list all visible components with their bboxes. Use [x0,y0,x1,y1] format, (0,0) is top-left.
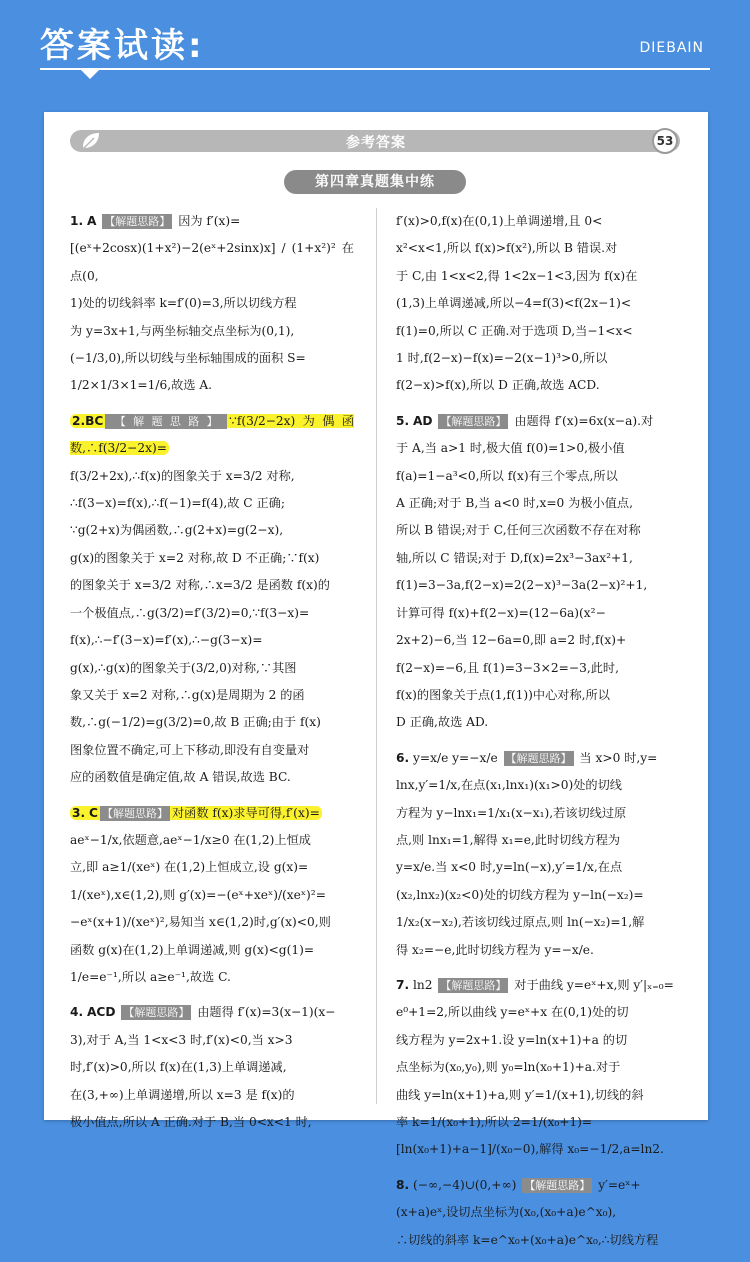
answer-line: 率 k=1/(x₀+1),所以 2=1/(x₀+1)= [396,1115,593,1129]
answer-line: 时,f′(x)>0,所以 f(x)在(1,3)上单调递减, [70,1060,287,1075]
answer-line: (x₂,lnx₂)(x₂<0)处的切线方程为 y−ln(−x₂)= [396,887,644,902]
brand-label: DIEBAIN [639,40,704,56]
answer-line: 所以 B 错误;对于 C,任何三次函数不存在对称 [396,523,641,538]
solution-tag: 【解题思路】 [104,215,171,228]
answer-line: [(eˣ+2cosx)(1+x²)−2(eˣ+2sinx)x] / (1+x²)² 在点(0, [70,241,354,283]
answer-line: 立,即 a≥1/(xeˣ) 在(1,2)上恒成立,设 g(x)= [70,860,309,875]
answer-number: 7. [396,977,410,992]
answer-text: 当 x>0 时,y= [579,750,658,765]
highlighted-text [70,806,322,820]
answer-line: f(x),∴−f′(3−x)=f′(x),∴−g(3−x)= [70,633,263,648]
answer-text: 由题得 f′(x)=3(x−1)(x− [197,1005,336,1020]
answer-line [396,1172,680,1199]
answer-text: 由题得 f′(x)=6x(x−a).对 [514,413,654,428]
solution-tag: 【解题思路】 [524,1178,591,1192]
answer-line: f(1)=3−3a,f(2−x)=2(2−x)³−3a(2−x)²+1, [396,578,648,593]
answer-item-1 [70,208,354,400]
answer-line: 图象位置不确定,可上下移动,即没有自变量对 [70,742,310,757]
column-divider [376,208,377,1104]
banner-pointer [80,69,100,79]
answer-line: g(x),∴g(x)的图象关于(3/2,0)对称,∵其图 [70,660,297,675]
answer-page [44,112,708,1247]
answer-line: D 正确,故选 AD. [396,715,489,730]
answer-line [396,408,680,435]
answer-line: 点坐标为(x₀,y₀),则 y₀=ln(x₀+1)+a.对于 [396,1060,621,1075]
answer-line: 方程为 y−lnx₁=1/x₁(x−x₁),若该切线过原 [396,805,627,820]
left-column [70,208,354,1144]
answer-line: 曲线 y=ln(x+1)+a,则 y′=1/(x+1),切线的斜 [396,1087,644,1102]
answer-line: f′(x)>0,f(x)在(0,1)上单调递增,且 0< [396,214,603,228]
answer-text: y′=eˣ+ [598,1177,641,1192]
answer-line: 函数 g(x)在(1,2)上单调递减,则 g(x)<g(1)= [70,942,315,957]
solution-tag: 【解题思路】 [107,414,226,428]
answer-line: y=x/e.当 x<0 时,y=ln(−x),y′=1/x,在点 [396,860,623,875]
answer-line: 1 时,f(2−x)−f(x)=−2(x−1)³>0,所以 [396,351,608,366]
answer-line: 得 x₂=−e,此时切线方程为 y=−x/e. [396,942,594,957]
answer-item-4 [70,999,354,1136]
solution-tag: 【解题思路】 [123,1006,190,1020]
answer-line: ∴切线的斜率 k=e^x₀+(x₀+a)e^x₀,∴切线方程 [396,1232,659,1247]
answer-line: 轴,所以 C 错误;对于 D,f(x)=2x³−3ax²+1, [396,550,633,565]
answer-line: 计算可得 f(x)+f(2−x)=(12−6a)(x²− [396,605,606,620]
answer-line: (1,3)上单调递减,所以−4=f(3)<f(2x−1)< [396,296,632,311]
answer-line: lnx,y′=1/x,在点(x₁,lnx₁)(x₁>0)处的切线 [396,778,622,793]
answer-line: f(1)=0,所以 C 正确.对于选项 D,当−1<x< [396,323,633,338]
answer-key: C [89,805,98,820]
answer-line: ∵g(2+x)为偶函数,∴g(2+x)=g(2−x), [70,523,284,538]
answer-number: 5. [396,413,410,428]
answer-line: A 正确;对于 B,当 a<0 时,x=0 为极小值点, [396,496,633,511]
answer-line [396,745,680,772]
answer-line: −eˣ(x+1)/(xeˣ)²,易知当 x∈(1,2)时,g′(x)<0,则 [70,915,331,930]
right-column [396,208,680,1262]
answer-key: ACD [87,1005,116,1020]
answer-number: 1. [70,214,84,228]
answer-line: 于 C,由 1<x<2,得 1<2x−1<3,因为 f(x)在 [396,268,638,283]
header-title: 参考答案 [346,135,406,151]
solution-tag: 【解题思路】 [440,414,507,428]
answer-line: 在(3,+∞)上单调递增,所以 x=3 是 f(x)的 [70,1087,295,1102]
answer-line: 于 A,当 a>1 时,极大值 f(0)=1>0,极小值 [396,441,625,456]
solution-tag: 【解题思路】 [101,806,168,820]
answer-text: 因为 f′(x)= [178,214,241,228]
answer-number: 6. [396,750,410,765]
solution-tag: 【解题思路】 [440,978,507,992]
answer-line: 的图象关于 x=3/2 对称,∴x=3/2 是函数 f(x)的 [70,578,330,593]
answer-line [396,972,680,999]
answer-line: f(a)=1−a³<0,所以 f(x)有三个零点,所以 [396,468,618,483]
answer-number: 2. [72,413,86,428]
answer-line: [ln(x₀+1)+a−1]/(x₀−0),解得 x₀=−1/2,a=ln2. [396,1142,664,1157]
answer-item-4-continued [396,208,680,400]
banner-title: 答案试读: [40,26,205,66]
answer-key: (−∞,−4)∪(0,+∞) [413,1177,517,1192]
answer-item-7 [396,972,680,1164]
answer-number: 4. [70,1005,84,1020]
answer-text: ∵f(3/2−2x)为偶函数,∴f(3/2−2x)= [70,413,355,456]
answer-line: g(x)的图象关于 x=2 对称,故 D 不正确;∵f(x) [70,550,320,565]
answer-key: BC [85,413,104,428]
answer-line: f(x)的图象关于点(1,f(1))中心对称,所以 [396,687,610,702]
answer-line: f(3/2+2x),∴f(x)的图象关于 x=3/2 对称, [70,468,295,483]
answer-line: x²<x<1,所以 f(x)>f(x²),所以 B 错误.对 [396,241,618,256]
answer-item-5 [396,408,680,737]
answer-line: 1/(xeˣ),x∈(1,2),则 g′(x)=−(eˣ+xeˣ)/(xeˣ)²= [70,887,326,902]
answer-number: 3. [72,805,86,820]
answer-line [70,208,354,235]
answer-line [70,800,354,827]
answer-line: 为 y=3x+1,与两坐标轴交点坐标为(0,1), [70,323,295,338]
answer-line [70,999,354,1026]
answer-line: (−1/3,0),所以切线与坐标轴围成的面积 S= [70,351,306,366]
highlighted-text [70,414,354,455]
answer-key: ln2 [413,977,433,992]
answer-line: e⁰+1=2,所以曲线 y=eˣ+x 在(0,1)处的切 [396,1005,629,1020]
answer-line: 点,则 lnx₁=1,解得 x₁=e,此时切线方程为 [396,832,621,847]
answer-line: 2x+2)−6,当 12−6a=0,即 a=2 时,f(x)+ [396,633,627,648]
answer-text: 对函数 f(x)求导可得,f′(x)= [171,805,320,820]
answer-item-6 [396,745,680,964]
answer-line: 数,∴g(−1/2)=g(3/2)=0,故 B 正确;由于 f(x) [70,715,321,730]
answer-line: 一个极值点,∴g(3/2)=f′(3/2)=0,∵f(3−x)= [70,605,310,620]
answer-line [70,408,354,463]
answer-item-2 [70,408,354,792]
answer-line: ∴f(3−x)=f(x),∴f(−1)=f(4),故 C 正确; [70,496,285,511]
answer-number: 8. [396,1177,410,1192]
answer-item-3 [70,800,354,992]
answer-line: 极小值点,所以 A 正确.对于 B,当 0<x<1 时, [70,1115,312,1129]
answer-key: AD [413,413,433,428]
answer-line: 1/x₂(x−x₂),若该切线过原点,则 ln(−x₂)=1,解 [396,915,645,930]
answer-line: (x+a)eˣ,设切点坐标为(x₀,(x₀+a)e^x₀), [396,1205,617,1220]
chapter-title: 第四章真题集中练 [284,170,466,194]
answer-line: 3),对于 A,当 1<x<3 时,f′(x)<0,当 x>3 [70,1032,293,1047]
answer-line: 1)处的切线斜率 k=f′(0)=3,所以切线方程 [70,296,297,311]
page-number-badge: 53 [652,128,678,154]
answer-item-8 [396,1172,680,1254]
banner [0,0,750,80]
answer-key: y=x/e y=−x/e [413,750,498,765]
solution-tag: 【解题思路】 [505,751,572,765]
answer-line: 象又关于 x=2 对称,∴g(x)是周期为 2 的函 [70,687,305,702]
answer-line: 1/2×1/3×1=1/6,故选 A. [70,378,213,393]
answer-line: 线方程为 y=2x+1.设 y=ln(x+1)+a 的切 [396,1032,628,1047]
answer-line: 1/e=e⁻¹,所以 a≥e⁻¹,故选 C. [70,969,231,984]
answer-line: f(2−x)>f(x),所以 D 正确,故选 ACD. [396,378,600,393]
banner-divider [40,68,710,70]
answer-line: f(2−x)=−6,且 f(1)=3−3×2=−3,此时, [396,660,619,675]
answer-line: 应的函数值是确定值,故 A 错误,故选 BC. [70,770,291,785]
answer-text: 对于曲线 y=eˣ+x,则 y′|ₓ₌₀= [514,977,674,992]
answer-key: A [87,214,97,228]
answer-line: aeˣ−1/x,依题意,aeˣ−1/x≥0 在(1,2)上恒成 [70,832,311,847]
